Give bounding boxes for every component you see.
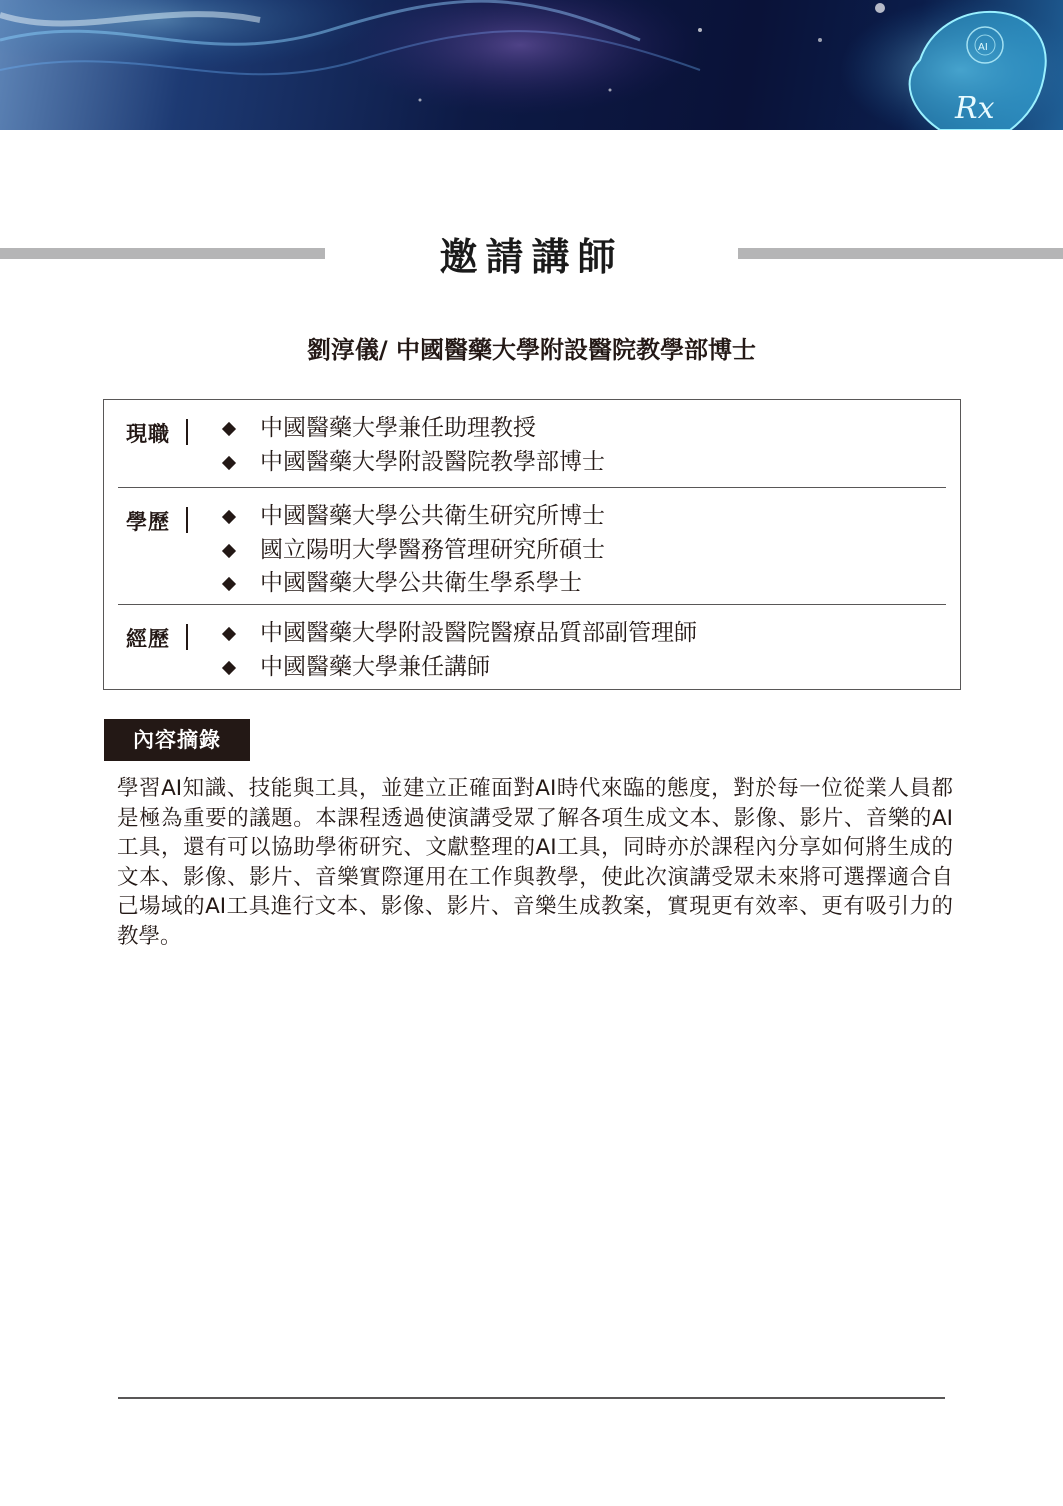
page-title: 邀請講師	[439, 235, 624, 279]
section-divider-bar	[186, 624, 188, 650]
list-item	[220, 446, 946, 480]
list-item	[220, 534, 946, 568]
profile-section-education	[118, 487, 946, 601]
diamond-bullet-icon	[222, 660, 236, 674]
list-item	[220, 651, 946, 685]
title-rule-left	[0, 248, 325, 259]
rx-logo-mark: Rx	[955, 91, 995, 126]
list-item-text: 中國醫藥大學附設醫院教學部博士	[260, 448, 605, 475]
header-banner	[0, 0, 1063, 130]
diamond-bullet-icon	[222, 577, 236, 591]
section-label: 現職	[126, 422, 170, 446]
summary-paragraph: 學習AI知識、技能與工具，並建立正確面對AI時代來臨的態度，對於每一位從業人員都是極為重要的議題。本課程透過使演講受眾了解各項生成文本、影像、影片、音樂的AI工具，還有可以協助學術研究、文獻整理的AI工具，同時亦於課程內分享如何將生成的文本、影像、影片、音樂實際運用在工作與教學，使此次演講受眾未來將可選擇適合自己場域的AI工具進行文本、影像、影片、音樂生成教案，實現更有效率、更有吸引力的教學。	[117, 776, 953, 949]
diamond-bullet-icon	[222, 510, 236, 524]
item-list	[220, 500, 946, 601]
footer-rule	[118, 1397, 945, 1399]
section-divider-bar	[186, 507, 188, 533]
diamond-bullet-icon	[222, 543, 236, 557]
list-item-text: 中國醫藥大學附設醫院醫療品質部副管理師	[260, 620, 697, 646]
section-label: 學歷	[126, 510, 170, 534]
list-item-text: 中國醫藥大學兼任講師	[260, 653, 490, 680]
banner-artwork	[0, 0, 1063, 130]
list-item-text: 中國醫藥大學兼任助理教授	[260, 415, 536, 441]
list-item	[220, 567, 946, 601]
item-list	[220, 617, 946, 684]
list-item	[220, 617, 946, 651]
list-item	[220, 500, 946, 534]
profile-section-current-position	[118, 412, 946, 479]
section-label: 經歷	[126, 627, 170, 651]
list-item-text: 中國醫藥大學公共衛生學系學士	[260, 570, 582, 596]
summary-tag: 內容摘錄	[104, 719, 250, 761]
diamond-bullet-icon	[222, 455, 236, 469]
list-item-text: 中國醫藥大學公共衛生研究所博士	[260, 503, 605, 529]
list-item	[220, 412, 946, 446]
profile-box	[103, 399, 961, 690]
diamond-bullet-icon	[222, 627, 236, 641]
list-item-text: 國立陽明大學醫務管理研究所碩士	[260, 536, 605, 563]
banner-ai-label: AI	[978, 42, 988, 53]
title-rule-right	[738, 248, 1063, 259]
profile-section-experience	[118, 604, 946, 684]
item-list	[220, 412, 946, 479]
diamond-bullet-icon	[222, 422, 236, 436]
speaker-name-line: 劉淳儀/ 中國醫藥大學附設醫院教學部博士	[306, 336, 757, 364]
section-divider-bar	[186, 419, 188, 445]
